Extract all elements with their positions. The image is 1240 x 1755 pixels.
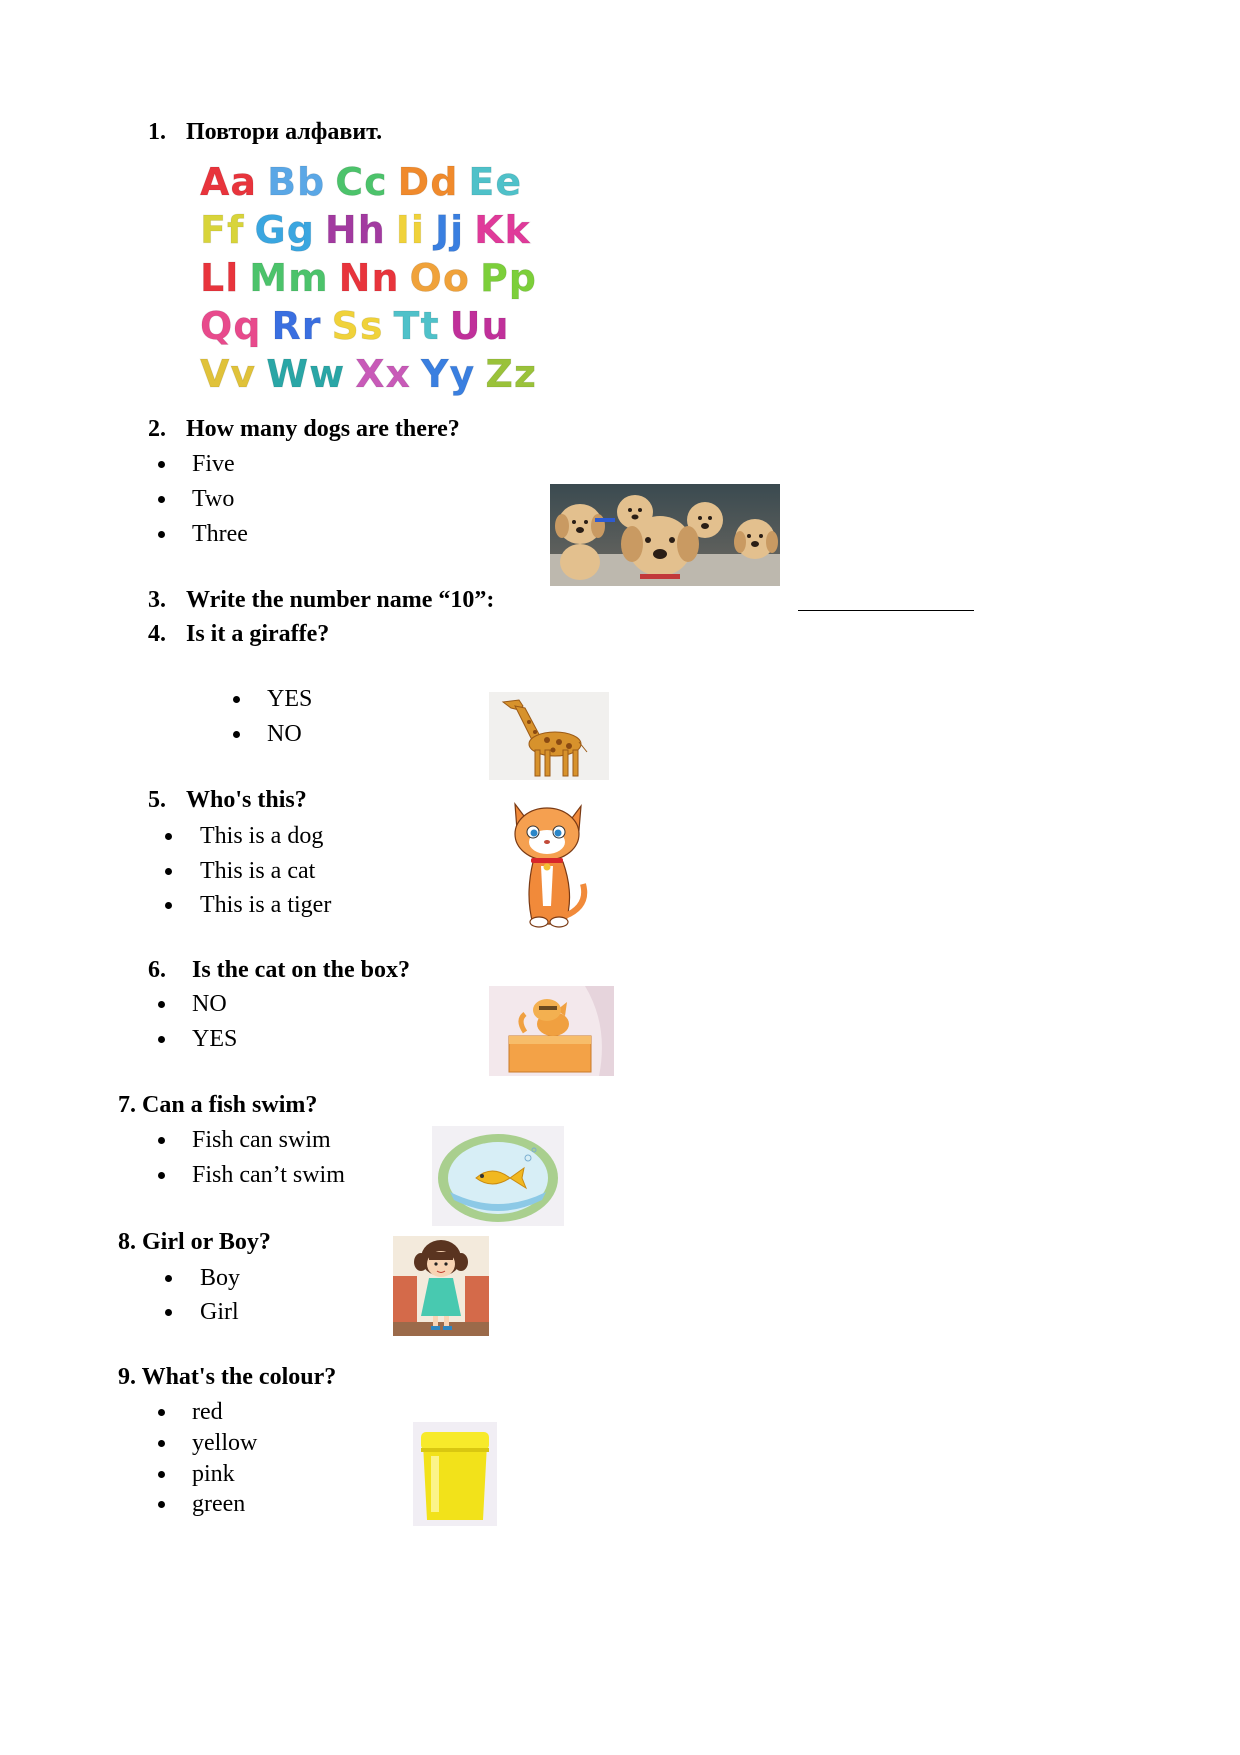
- bullet: [158, 1409, 165, 1416]
- bullet: [158, 531, 165, 538]
- alphabet-letter-pair: Gg: [254, 208, 315, 252]
- question-9: [118, 1363, 336, 1391]
- alphabet-letter-pair: Nn: [338, 256, 400, 300]
- question-number: 4.: [148, 621, 166, 647]
- alphabet-letter-pair: Pp: [479, 256, 538, 300]
- alphabet-letter-pair: Ww: [266, 352, 346, 396]
- alphabet-letter-pair: Hh: [324, 208, 386, 252]
- alphabet-letter-pair: Cc: [335, 160, 388, 204]
- alphabet-letter-pair: Ii: [395, 208, 425, 252]
- cat-image: [505, 796, 591, 934]
- fishbowl-image: [432, 1126, 564, 1226]
- question-1: [148, 118, 382, 146]
- bullet: [158, 1471, 165, 1478]
- alphabet-letter-pair: Zz: [485, 352, 537, 396]
- question-number: 1.: [148, 119, 166, 145]
- alphabet-letter-pair: Bb: [267, 160, 326, 204]
- bullet: [158, 1501, 165, 1508]
- alphabet-letter-pair: Dd: [397, 160, 459, 204]
- question-number: 5.: [148, 787, 166, 813]
- question-6: [148, 956, 410, 984]
- alphabet-letter-pair: Uu: [449, 304, 510, 348]
- bullet: [233, 696, 240, 703]
- alphabet-letter-pair: Vv: [200, 352, 257, 396]
- bullet: [158, 1036, 165, 1043]
- bullet: [158, 1440, 165, 1447]
- bullet: [158, 1001, 165, 1008]
- alphabet-letter-pair: Ss: [331, 304, 384, 348]
- question-number: 9.: [118, 1364, 136, 1390]
- puppies-image: [550, 484, 780, 586]
- alphabet-image: [200, 158, 538, 403]
- cat-on-box-image: [489, 986, 614, 1076]
- alphabet-row: [200, 158, 532, 206]
- answer-blank-line[interactable]: [798, 610, 974, 611]
- question-7: [118, 1091, 317, 1119]
- girl-image: [393, 1236, 489, 1336]
- question-number: 2.: [148, 416, 166, 442]
- question-3: [148, 586, 494, 614]
- alphabet-row: [200, 302, 520, 350]
- alphabet-letter-pair: Qq: [200, 304, 262, 348]
- question-text: Girl or Boy?: [142, 1229, 271, 1255]
- question-2: [148, 415, 460, 443]
- alphabet-letter-pair: Mm: [249, 256, 329, 300]
- question-text: Write the number name “10”:: [186, 587, 495, 613]
- bullet: [165, 902, 172, 909]
- question-number: 3.: [148, 587, 166, 613]
- question-4: [148, 620, 329, 648]
- alphabet-row: [200, 206, 541, 254]
- question-5: [148, 786, 307, 814]
- question-number: 8.: [118, 1229, 136, 1255]
- bullet: [165, 1309, 172, 1316]
- bullet: [165, 868, 172, 875]
- alphabet-letter-pair: Kk: [474, 208, 531, 252]
- alphabet-letter-pair: Ff: [200, 208, 245, 252]
- alphabet-letter-pair: Jj: [434, 208, 465, 252]
- bullet: [158, 496, 165, 503]
- alphabet-row: [200, 254, 547, 302]
- alphabet-letter-pair: Ll: [200, 256, 240, 300]
- giraffe-image: [489, 692, 609, 780]
- bullet: [158, 1137, 165, 1144]
- alphabet-letter-pair: Tt: [393, 304, 440, 348]
- alphabet-row: [200, 350, 547, 398]
- bullet: [158, 461, 165, 468]
- yellow-jar-image: [413, 1422, 497, 1526]
- alphabet-letter-pair: Ee: [468, 160, 523, 204]
- alphabet-letter-pair: Yy: [421, 352, 476, 396]
- question-text: What's the colour?: [141, 1364, 337, 1390]
- alphabet-letter-pair: Oo: [409, 256, 470, 300]
- question-number: 6.: [148, 957, 166, 983]
- bullet: [165, 1275, 172, 1282]
- question-text: Is the cat on the box?: [192, 957, 411, 983]
- question-number: 7.: [118, 1092, 136, 1118]
- bullet: [233, 731, 240, 738]
- question-text: Is it a giraffe?: [186, 621, 330, 647]
- question-text: Who's this?: [186, 787, 307, 813]
- alphabet-letter-pair: Xx: [355, 352, 412, 396]
- alphabet-letter-pair: Aa: [200, 160, 258, 204]
- question-text: How many dogs are there?: [186, 416, 460, 442]
- alphabet-letter-pair: Rr: [271, 304, 322, 348]
- bullet: [158, 1172, 165, 1179]
- question-8: [118, 1228, 271, 1256]
- bullet: [165, 833, 172, 840]
- question-text: Can a fish swim?: [142, 1092, 318, 1118]
- question-text: Повтори алфавит.: [186, 119, 383, 145]
